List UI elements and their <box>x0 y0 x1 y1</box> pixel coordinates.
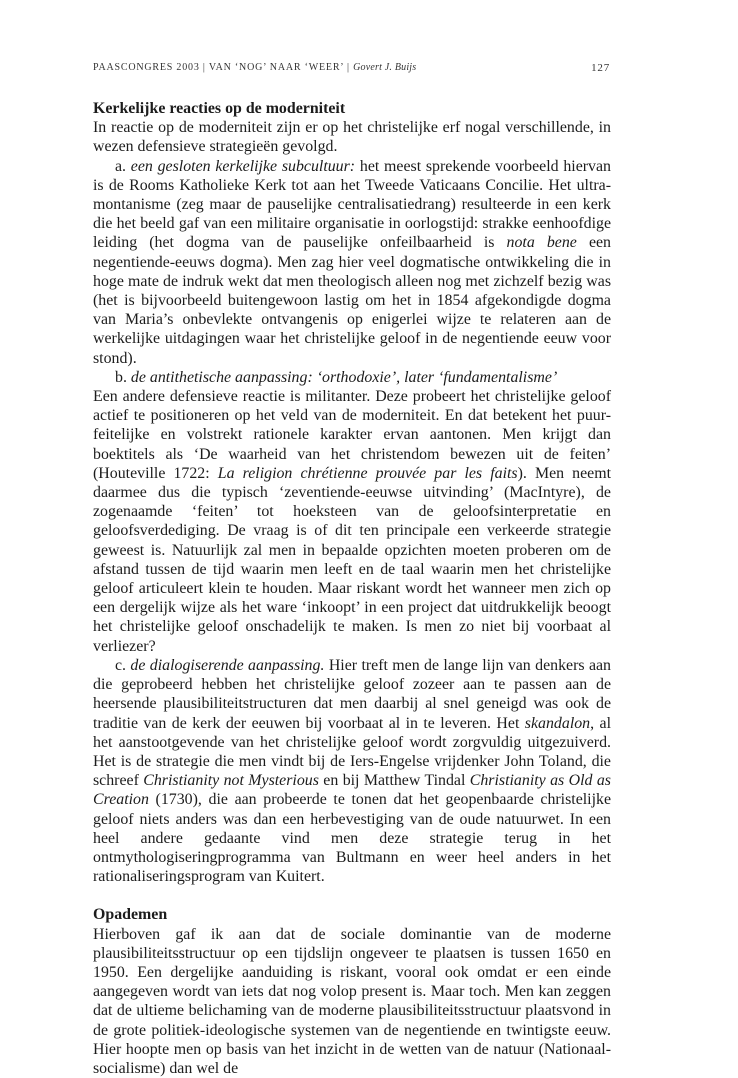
nota-bene: nota bene <box>506 234 577 252</box>
subheading-b <box>93 368 611 387</box>
section-heading-kerkelijke-reacties: Kerkelijke reacties op de moderniteit <box>93 100 346 117</box>
running-header-author: Govert J. Buijs <box>353 62 417 73</box>
list-label-b: b. <box>115 368 127 386</box>
list-label-c: c. <box>115 656 127 674</box>
running-header <box>93 62 610 78</box>
paragraph-b-text-2: ). Men neemt daarmee dus die typisch ‘zeventiende-eeuwse uitvinding’ (MacIntyre), de zogenaamde ‘feiten’ tot hoeksteen van de geloofsinterpretatie en geloofsverdediging. De vraag is of dit ten principale een verkeerde strategie geweest is. Natuurlijk zal men in bepaalde opzichten moeten proberen om de afstand tussen de tijd waarin men leeft en de taal waarin men het christelijke geloof articuleert klein te houden. Maar riskant wordt het wanneer men zich op een dergelijk wijze als het ware ‘inkoopt’ in een project dat uitdrukkelijk beoogt het christelijke geloof onschadelijk te maken. Is men zo niet bij voorbaat al verliezer? <box>93 464 611 655</box>
running-header-series: PAASCONGRES 2003 | VAN ‘NOG’ NAAR ‘WEER’ | <box>93 62 350 73</box>
page-body <box>93 99 611 1078</box>
section-spacer <box>93 886 611 905</box>
skandalon: skandalon <box>524 714 591 732</box>
paragraph-b-text-1: Een andere defensieve reactie is militanter. Deze probeert het christelijke geloof actief te positioneren op het veld van de moderniteit. En dat betekent het puur-feitelijke en volstrekt rationele karakter ervan aantonen. Men krijgt dan boektitels als ‘De waarheid van het christendom bewezen uit de feiten’ (Houteville 1722: <box>93 388 611 482</box>
paragraph-a-text-1: het meest sprekende voorbeeld hiervan is de Rooms Katholieke Kerk tot aan het Tweede Vaticaans Concilie. Het ultra-montanisme (zeg maar de pauselijke centralisatiedrang) resulteerde in een kerk die het beeld gaf van een militaire organisatie in oorlogstijd: strakke eenhoofdige leiding (het dogma van de pauselijke onfeilbaarheid is <box>93 157 611 252</box>
paragraph-a-text-2: een negentiende-eeuws dogma). Men zag hier veel dogmatische ontwikkeling die in hoge mate de indruk wekt dat men theologisch alleen nog met zichzelf bezig was (het is bijvoorbeeld buitengewoon lastig om het in 1854 afgekondigde dogma van Maria’s onbevlekte ontvangenis op enigerlei wijze te relateren aan de werkelijke uitdagingen waar het christelijke geloof in de negentiende eeuw voor stond). <box>93 234 611 367</box>
term-a: een gesloten kerkelijke subcultuur: <box>130 157 356 175</box>
paragraph-b <box>93 387 611 656</box>
page-number: 127 <box>591 62 610 74</box>
book-title-toland: Christianity not Mysterious <box>143 772 319 790</box>
book-title-houteville: La religion chrétienne prouvée par les faits <box>217 464 518 482</box>
paragraph-opademen: Hierboven gaf ik aan dat de sociale dominantie van de moderne plausibiliteitsstructuur op een tijdslijn ongeveer te plaatsen is tussen 1650 en 1950. Een dergelijke aanduiding is riskant, vooral ook omdat er een einde aangegeven wordt van iets dat nog volop present is. Maar toch. Men kan zeggen dat de ultieme belichaming van de moderne plausibiliteitsstructuur plaatsvond in de grote politiek-ideologische systemen van de negentiende en twintigste eeuw. Hier hoopte men op basis van het inzicht in de wetten van de natuur (Nationaal-socialisme) dan wel de <box>93 925 611 1077</box>
section-intro-paragraph: In reactie op de moderniteit zijn er op het christelijke erf nogal verschillende, in wezen defensieve strategieën gevolgd. <box>93 119 611 156</box>
term-c: de dialogiserende aanpassing. <box>130 656 325 674</box>
paragraph-c-text-4: (1730), die aan probeerde te tonen dat het geopenbaarde christelijke geloof niets anders was dan een herbevestiging van de oude natuurwet. In een heel andere gedaante vind men deze strategie terug in het ontmythologiseringprogramma van Bultmann en weer heel anders in het rationaliseringsprogram van Kuitert. <box>93 791 611 886</box>
term-b: de antithetische aanpassing: ‘orthodoxie’, later ‘fundamentalisme’ <box>130 368 558 386</box>
paragraph-c <box>93 656 611 886</box>
paragraph-a <box>93 157 611 368</box>
paragraph-c-text-3: en bij Matthew Tindal <box>318 772 470 790</box>
section-heading-opademen: Opademen <box>93 906 168 924</box>
book-title-tindal: Christianity as Old as Creation <box>93 772 611 809</box>
paragraph-c-text-2: , al het aanstootgevende van het christelijke geloof wordt zorgvuldig uitgezuiverd. Het is de strategie die men vindt bij de Iers-Engelse vrijdenker John Toland, die schreef <box>93 714 611 790</box>
paragraph-c-text-1: Hier treft men de lange lijn van denkers aan die geprobeerd hebben het christelijke geloof zozeer aan te passen aan de heersende plausibiliteitstructuren dat men daarbij al snel geneigd was ook de traditie van de kerk der eeuwen bij voorbaat al in te leveren. Het <box>93 656 612 732</box>
running-header-title <box>93 62 416 73</box>
list-label-a: a. <box>115 157 127 175</box>
